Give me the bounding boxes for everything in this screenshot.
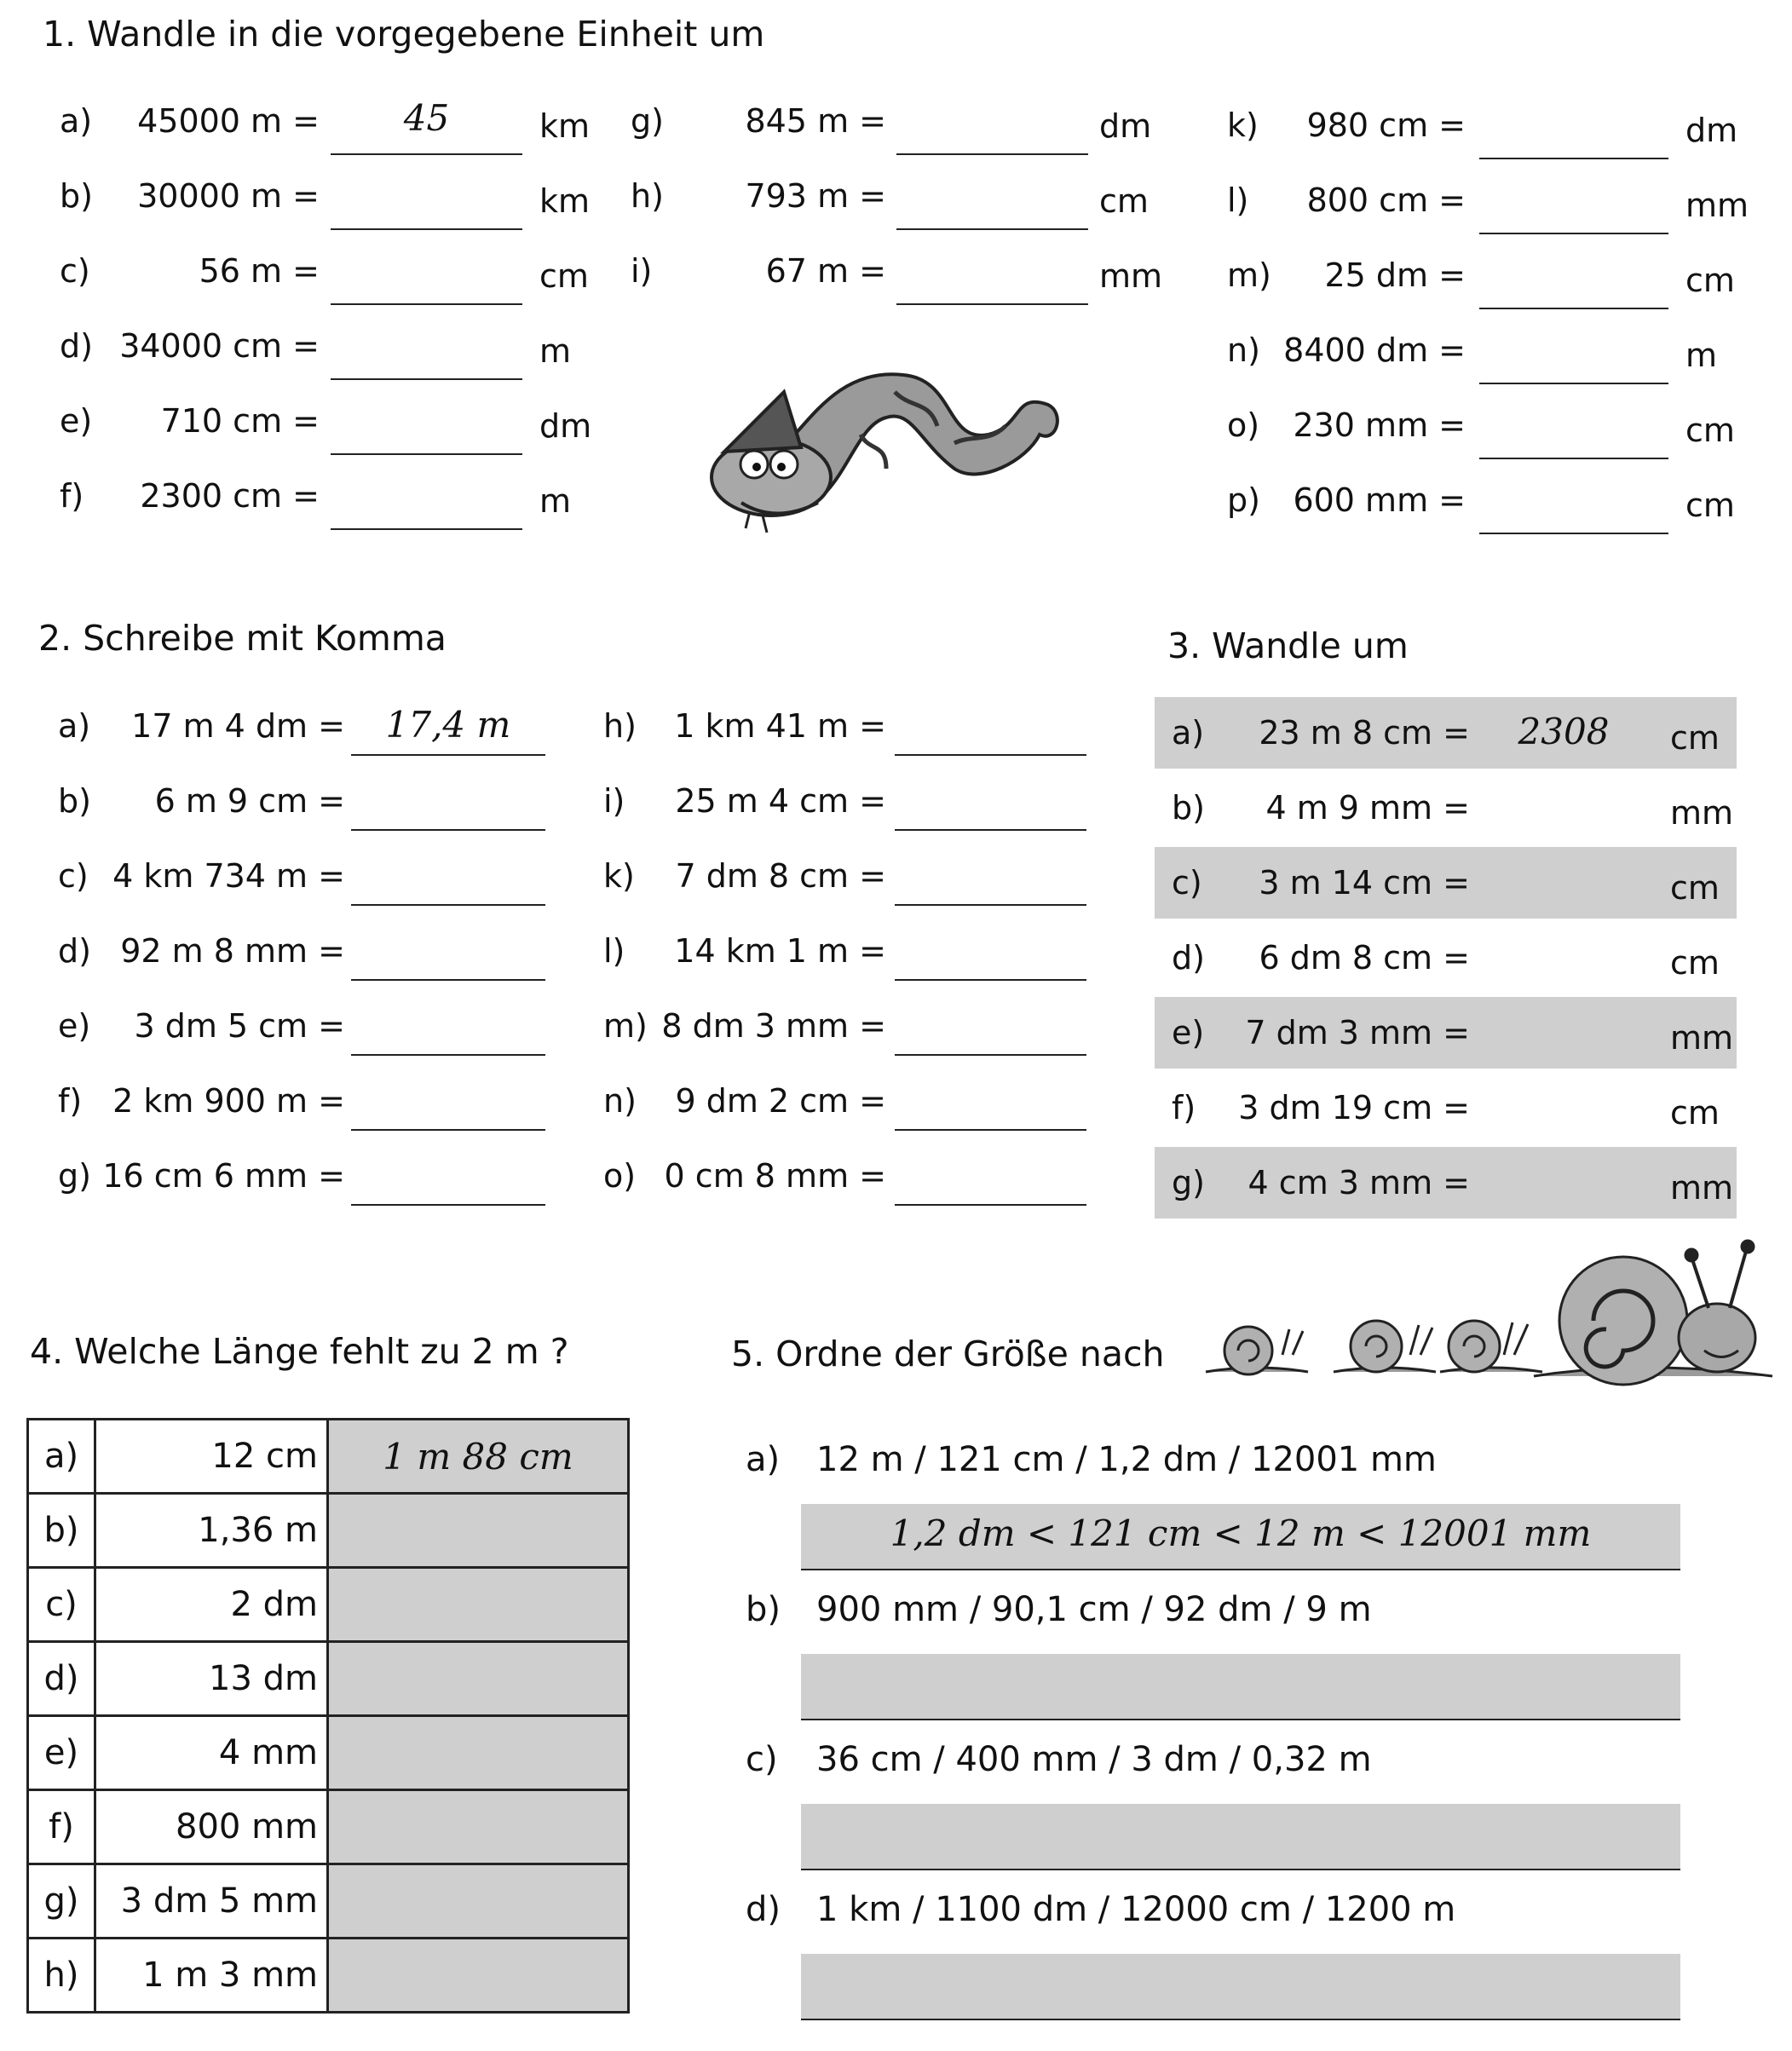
row-label: f) — [28, 1790, 95, 1864]
item-expression: 600 mm = — [1293, 481, 1466, 519]
unit-label: cm — [1685, 262, 1735, 299]
item-expression: 4 m 9 mm = — [1265, 789, 1470, 827]
answer-line[interactable] — [896, 303, 1088, 305]
unit-label: cm — [1670, 1094, 1720, 1132]
item-expression: 3 m 14 cm = — [1259, 864, 1470, 902]
item-label: f) — [58, 1082, 83, 1120]
item-label: e) — [58, 1007, 91, 1045]
unit-label: mm — [1670, 794, 1734, 832]
answer-line[interactable] — [1479, 233, 1668, 234]
row-label: b) — [28, 1494, 95, 1568]
item-expression: 3 dm 5 cm = — [134, 1007, 345, 1045]
answer-line[interactable] — [895, 829, 1086, 831]
answer-line[interactable] — [1479, 308, 1668, 309]
item-label: e) — [1172, 1014, 1205, 1051]
answer-text: 45 — [403, 97, 450, 139]
item-label: h) — [631, 177, 664, 215]
length-value: 12 cm — [95, 1420, 328, 1494]
item-label: k) — [603, 857, 635, 895]
section1-title: 1. Wandle in die vorgegebene Einheit um — [43, 14, 765, 55]
item-label: b) — [1172, 789, 1205, 827]
unit-label: dm — [539, 407, 592, 445]
item-expression: 34000 cm = — [119, 327, 320, 365]
item-label: d) — [746, 1890, 781, 1929]
item-expression: 980 cm = — [1306, 107, 1466, 144]
item-expression: 845 m = — [745, 102, 886, 140]
answer-line[interactable] — [895, 1054, 1086, 1056]
section3-title: 3. Wandle um — [1167, 625, 1409, 666]
answer-line[interactable] — [1479, 458, 1668, 459]
section5-title: 5. Ordne der Größe nach — [731, 1334, 1165, 1374]
item-label: f) — [60, 477, 84, 515]
item-expression: 7 dm 8 cm = — [675, 857, 886, 895]
item-label: b) — [746, 1590, 781, 1629]
item-label: b) — [60, 177, 93, 215]
answer-cell[interactable] — [328, 1494, 629, 1568]
snails-illustration — [1197, 1227, 1785, 1389]
item-label: c) — [60, 252, 90, 290]
section2-title: 2. Schreibe mit Komma — [38, 618, 447, 659]
answer-line[interactable] — [351, 1129, 545, 1131]
answer-cell[interactable] — [328, 1568, 629, 1642]
answer-text: 17,4 m — [385, 704, 511, 746]
answer-line[interactable] — [331, 303, 522, 305]
answer-line[interactable] — [895, 1129, 1086, 1131]
answer-line[interactable] — [351, 829, 545, 831]
answer-cell[interactable] — [328, 1939, 629, 2013]
answer-line[interactable] — [1479, 158, 1668, 159]
item-label: d) — [58, 932, 91, 970]
item-label: n) — [603, 1082, 637, 1120]
item-label: a) — [58, 707, 91, 745]
answer-line[interactable] — [351, 1054, 545, 1056]
item-label: d) — [60, 327, 93, 365]
item-expression: 4 cm 3 mm = — [1247, 1164, 1470, 1201]
unit-label: m — [539, 332, 572, 370]
item-label: c) — [58, 857, 89, 895]
answer-line[interactable] — [351, 979, 545, 981]
table-row — [28, 1494, 629, 1568]
item-label: n) — [1227, 331, 1260, 369]
unit-label: m — [539, 482, 572, 520]
item-expression: 6 m 9 cm = — [154, 782, 345, 820]
table-row — [28, 1864, 629, 1939]
answer-text: 1,2 dm < 121 cm < 12 m < 12001 mm — [890, 1512, 1592, 1554]
answer-cell[interactable] — [328, 1420, 629, 1494]
item-expression: 800 cm = — [1306, 181, 1466, 219]
unit-label: mm — [1670, 1019, 1734, 1057]
table-row — [28, 1642, 629, 1716]
item-expression: 45000 m = — [137, 102, 320, 140]
table-row — [28, 1568, 629, 1642]
item-expression: 230 mm = — [1293, 406, 1466, 444]
unit-label: dm — [1099, 107, 1152, 145]
answer-line[interactable] — [895, 979, 1086, 981]
item-label: e) — [60, 402, 93, 440]
unit-label: dm — [1685, 112, 1738, 149]
answer-line[interactable] — [1479, 533, 1668, 534]
order-question: 900 mm / 90,1 cm / 92 dm / 9 m — [816, 1590, 1372, 1629]
order-question: 1 km / 1100 dm / 12000 cm / 1200 m — [816, 1890, 1456, 1929]
item-label: a) — [746, 1440, 781, 1479]
answer-line[interactable] — [351, 904, 545, 906]
item-expression: 92 m 8 mm = — [120, 932, 345, 970]
item-expression: 793 m = — [745, 177, 886, 215]
unit-label: cm — [1685, 412, 1735, 449]
item-label: i) — [603, 782, 625, 820]
answer-cell[interactable] — [328, 1864, 629, 1939]
item-expression: 6 dm 8 cm = — [1259, 939, 1470, 977]
item-label: l) — [1227, 181, 1249, 219]
unit-label: cm — [1670, 944, 1720, 982]
answer-line[interactable] — [351, 1204, 545, 1206]
answer-line[interactable] — [331, 528, 522, 530]
answer-line[interactable] — [895, 1204, 1086, 1206]
item-expression: 67 m = — [765, 252, 886, 290]
answer-line[interactable] — [896, 153, 1088, 155]
item-expression: 3 dm 19 cm = — [1238, 1089, 1470, 1126]
answer-line[interactable] — [896, 228, 1088, 230]
unit-label: cm — [539, 257, 589, 295]
unit-label: cm — [1685, 487, 1735, 524]
item-label: g) — [631, 102, 664, 140]
answer-line[interactable] — [331, 378, 522, 380]
item-label: o) — [603, 1157, 637, 1195]
unit-label: cm — [1670, 869, 1720, 907]
table-row — [28, 1790, 629, 1864]
table-row — [28, 1716, 629, 1790]
unit-label: km — [539, 107, 591, 145]
length-value: 1,36 m — [95, 1494, 328, 1568]
answer-line[interactable] — [1479, 383, 1668, 384]
item-expression: 25 m 4 cm = — [675, 782, 886, 820]
item-label: m) — [603, 1007, 648, 1045]
answer-cell[interactable] — [328, 1716, 629, 1790]
item-label: d) — [1172, 939, 1205, 977]
item-label: a) — [60, 102, 93, 140]
item-expression: 8 dm 3 mm = — [661, 1007, 886, 1045]
item-label: c) — [746, 1740, 778, 1779]
row-label: e) — [28, 1716, 95, 1790]
answer-line[interactable] — [331, 453, 522, 455]
item-label: f) — [1172, 1089, 1196, 1126]
item-expression: 16 cm 6 mm = — [102, 1157, 345, 1195]
unit-label: km — [539, 182, 591, 220]
unit-label: cm — [1670, 719, 1720, 757]
item-expression: 7 dm 3 mm = — [1245, 1014, 1470, 1051]
item-expression: 23 m 8 cm = — [1259, 714, 1470, 752]
item-label: l) — [603, 932, 625, 970]
answer-field[interactable] — [801, 1654, 1680, 1720]
order-question: 36 cm / 400 mm / 3 dm / 0,32 m — [816, 1740, 1372, 1779]
item-expression: 4 km 734 m = — [112, 857, 345, 895]
answer-field[interactable] — [801, 1954, 1680, 2020]
answer-text: 2308 — [1518, 711, 1610, 752]
row-label: h) — [28, 1939, 95, 2013]
item-expression: 2300 cm = — [140, 477, 320, 515]
answer-line[interactable] — [895, 754, 1086, 756]
answer-line[interactable] — [331, 228, 522, 230]
row-label: g) — [28, 1864, 95, 1939]
item-expression: 17 m 4 dm = — [131, 707, 345, 745]
order-question: 12 m / 121 cm / 1,2 dm / 12001 mm — [816, 1440, 1437, 1479]
item-expression: 9 dm 2 cm = — [675, 1082, 886, 1120]
item-label: a) — [1172, 714, 1205, 752]
row-label: c) — [28, 1568, 95, 1642]
table-row — [28, 1420, 629, 1494]
item-label: o) — [1227, 406, 1260, 444]
item-expression: 1 km 41 m = — [674, 707, 886, 745]
answer-line[interactable] — [895, 904, 1086, 906]
item-expression: 8400 dm = — [1283, 331, 1466, 369]
row-label: a) — [28, 1420, 95, 1494]
item-label: g) — [1172, 1164, 1205, 1201]
item-expression: 710 cm = — [160, 402, 320, 440]
row-label: d) — [28, 1642, 95, 1716]
item-expression: 0 cm 8 mm = — [664, 1157, 886, 1195]
answer-field[interactable] — [801, 1804, 1680, 1870]
length-value: 1 m 3 mm — [95, 1939, 328, 2013]
item-label: b) — [58, 782, 91, 820]
item-label: c) — [1172, 864, 1202, 902]
length-value: 13 dm — [95, 1642, 328, 1716]
item-label: p) — [1227, 481, 1260, 519]
item-label: i) — [631, 252, 653, 290]
answer-text: 1 m 88 cm — [383, 1435, 573, 1478]
unit-label: mm — [1099, 257, 1163, 295]
item-expression: 2 km 900 m = — [112, 1082, 345, 1120]
item-label: k) — [1227, 107, 1259, 144]
item-label: h) — [603, 707, 637, 745]
item-expression: 30000 m = — [137, 177, 320, 215]
answer-line[interactable] — [351, 754, 545, 756]
item-label: g) — [58, 1157, 91, 1195]
section4-title: 4. Welche Länge fehlt zu 2 m ? — [30, 1331, 569, 1372]
answer-cell[interactable] — [328, 1642, 629, 1716]
answer-cell[interactable] — [328, 1790, 629, 1864]
length-value: 3 dm 5 mm — [95, 1864, 328, 1939]
unit-label: cm — [1099, 182, 1149, 220]
item-label: m) — [1227, 256, 1271, 294]
unit-label: mm — [1670, 1169, 1734, 1207]
item-expression: 25 dm = — [1324, 256, 1466, 294]
section4-table — [26, 1418, 630, 2014]
length-value: 2 dm — [95, 1568, 328, 1642]
item-expression: 56 m = — [199, 252, 320, 290]
item-expression: 14 km 1 m = — [674, 932, 886, 970]
table-row — [28, 1939, 629, 2013]
unit-label: m — [1685, 337, 1718, 374]
length-value: 4 mm — [95, 1716, 328, 1790]
answer-line[interactable] — [331, 153, 522, 155]
unit-label: mm — [1685, 187, 1749, 224]
snake-illustration — [699, 341, 1074, 554]
length-value: 800 mm — [95, 1790, 328, 1864]
